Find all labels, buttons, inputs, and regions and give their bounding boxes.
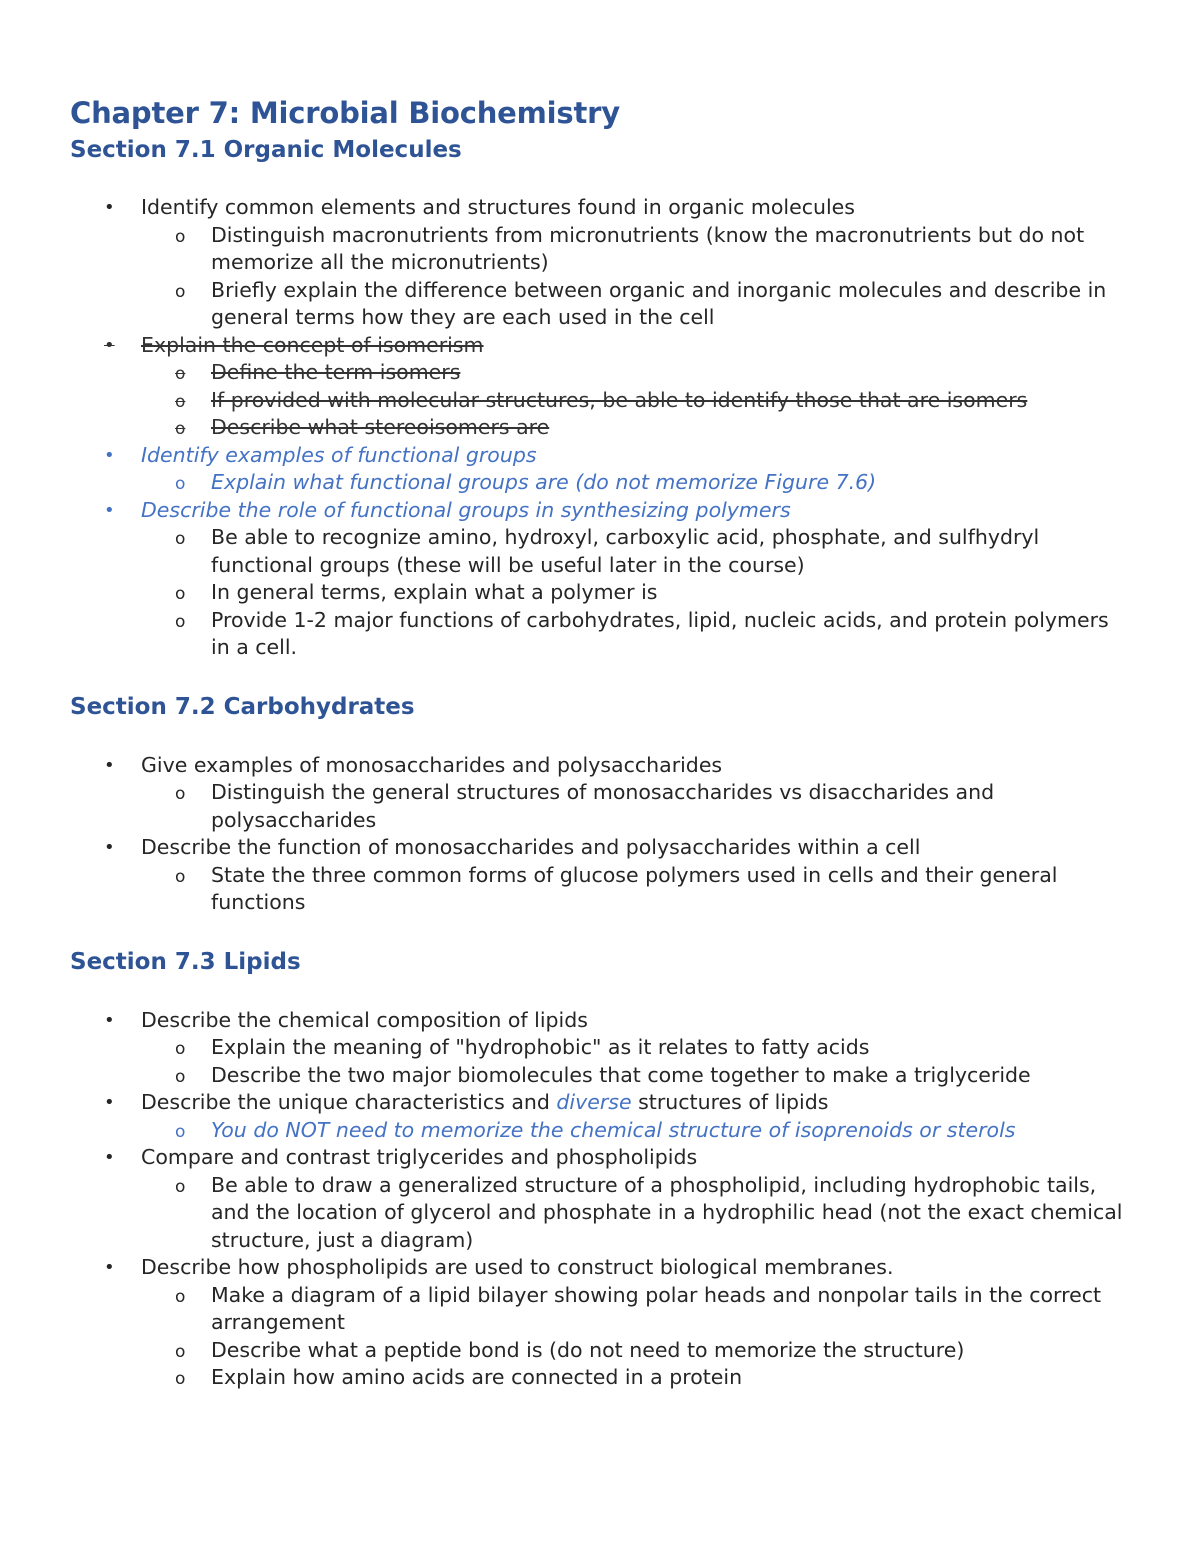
list-item <box>70 752 1130 780</box>
bullet-circle-icon: o <box>175 1039 186 1059</box>
bullet-dot-icon: • <box>104 837 115 858</box>
document-page <box>70 93 1130 1392</box>
bullet-circle-icon: o <box>175 1341 186 1362</box>
list-item-text: Identify examples of functional groups <box>141 442 537 467</box>
list-item <box>70 1007 1130 1035</box>
bullet-circle-icon: o <box>175 419 186 439</box>
bullet-circle-icon: o <box>175 281 186 302</box>
list-item <box>70 1144 1130 1172</box>
bullet-dot-icon: • <box>104 754 115 776</box>
list-item <box>70 442 1130 470</box>
list-item-text: Explain the concept of isomerism <box>141 332 484 357</box>
list-item <box>70 1282 1130 1337</box>
list-item-text: Distinguish the general structures of monosaccharides vs disaccharides and polysaccharides <box>211 780 995 832</box>
bullet-circle-icon: o <box>175 391 186 412</box>
list-item-text: Compare and contrast triglycerides and phospholipids <box>141 1145 698 1169</box>
bullet-dot-icon: • <box>104 444 115 466</box>
section-title-7-2: Section 7.2 Carbohydrates <box>70 693 415 720</box>
list-item <box>70 1337 1130 1365</box>
list-item-text: Be able to recognize amino, hydroxyl, carboxylic acid, phosphate, and sulfhydryl functional groups (these will be useful later in the course) <box>211 525 1040 577</box>
bullet-circle-icon: o <box>175 364 186 384</box>
list-item <box>70 1172 1130 1255</box>
bullet-dot-icon: • <box>104 334 115 356</box>
list-item <box>70 862 1130 917</box>
bullet-circle-icon: o <box>175 1066 186 1087</box>
bullet-dot-icon: • <box>104 1257 115 1278</box>
list-item-text: Define the term isomers <box>211 360 461 384</box>
list-item-text: Provide 1-2 major functions of carbohydrates, lipid, nucleic acids, and protein polymers in a cell. <box>211 607 1109 659</box>
list-item-text: You do NOT need to memorize the chemical structure of isoprenoids or sterols <box>211 1117 1016 1142</box>
list-item-text: Describe the function of monosaccharides and polysaccharides within a cell <box>141 835 921 859</box>
bullet-circle-icon: o <box>175 1286 186 1307</box>
list-item-text: structures of lipids <box>631 1090 829 1114</box>
section-title-7-1: Section 7.1 Organic Molecules <box>70 137 462 163</box>
list-item <box>70 1117 1130 1145</box>
list-item-text: Describe the unique characteristics and <box>141 1090 557 1114</box>
list-item-text: Describe the two major biomolecules that come together to make a triglyceride <box>211 1062 1031 1087</box>
bullet-dot-icon: • <box>104 499 115 521</box>
list-item <box>70 607 1130 662</box>
bullet-circle-icon: o <box>175 474 186 494</box>
list-item <box>70 359 1130 387</box>
list-item-text: Give examples of monosaccharides and polysaccharides <box>141 752 723 777</box>
list-item-text: In general terms, explain what a polymer is <box>211 580 658 604</box>
list-item-text: Distinguish macronutrients from micronutrients (know the macronutrients but do not memorize all the micronutrients) <box>211 222 1085 274</box>
list-item <box>70 414 1130 442</box>
list-item-text: Describe the chemical composition of lipids <box>141 1007 588 1032</box>
bullet-circle-icon: o <box>175 226 186 247</box>
list-item <box>70 497 1130 525</box>
list-item-text: Be able to draw a generalized structure of a phospholipid, including hydrophobic tails, and the location of glycerol and phosphate in a hydrophilic head (not the exact chemical structure, just a diagram) <box>211 1172 1123 1252</box>
bullet-dot-icon: • <box>104 1147 115 1168</box>
bullet-circle-icon: o <box>175 1176 186 1197</box>
list-item-text: Describe what a peptide bond is (do not need to memorize the structure) <box>211 1337 965 1362</box>
section-7-3-list <box>70 1007 1130 1392</box>
bullet-circle-icon: o <box>175 784 186 804</box>
section-title-7-3: Section 7.3 Lipids <box>70 948 301 975</box>
list-item <box>70 524 1130 579</box>
list-item-text: Make a diagram of a lipid bilayer showing polar heads and nonpolar tails in the correct arrangement <box>211 1282 1102 1334</box>
list-item-text: Describe the role of functional groups in synthesizing polymers <box>141 497 791 522</box>
bullet-circle-icon: o <box>175 1369 186 1389</box>
list-item-text: Describe what stereoisomers are <box>211 415 550 439</box>
list-item <box>70 194 1130 222</box>
chapter-title: Chapter 7: Microbial Biochemistry <box>70 96 620 130</box>
list-item <box>70 332 1130 360</box>
bullet-dot-icon: • <box>104 1009 115 1031</box>
list-item-text: Explain what functional groups are (do not memorize Figure 7.6) <box>211 470 877 494</box>
bullet-circle-icon: o <box>175 866 186 887</box>
bullet-circle-icon: o <box>175 611 186 632</box>
list-item-text: diverse <box>556 1090 632 1114</box>
list-item-text: If provided with molecular structures, be able to identify those that are isomers <box>211 387 1028 412</box>
bullet-dot-icon: • <box>104 197 115 218</box>
list-item <box>70 1254 1130 1282</box>
list-item <box>70 1089 1130 1117</box>
list-item <box>70 579 1130 607</box>
section-7-1-list <box>70 194 1130 662</box>
list-item <box>70 469 1130 497</box>
list-item-text: Describe how phospholipids are used to construct biological membranes. <box>141 1255 894 1279</box>
bullet-dot-icon: • <box>104 1092 115 1113</box>
list-item-text: Briefly explain the difference between organic and inorganic molecules and describe in general terms how they are each used in the cell <box>211 277 1107 329</box>
list-item-text: Identify common elements and structures found in organic molecules <box>141 195 855 219</box>
list-item <box>70 834 1130 862</box>
list-item-text: Explain how amino acids are connected in a protein <box>211 1365 743 1389</box>
list-item <box>70 387 1130 415</box>
list-item-text: Explain the meaning of "hydrophobic" as it relates to fatty acids <box>211 1035 870 1059</box>
list-item <box>70 222 1130 277</box>
bullet-circle-icon: o <box>175 1121 186 1142</box>
list-item <box>70 1062 1130 1090</box>
bullet-circle-icon: o <box>175 584 186 604</box>
list-item <box>70 277 1130 332</box>
list-item-text: State the three common forms of glucose polymers used in cells and their general functions <box>211 862 1058 914</box>
list-item <box>70 1364 1130 1392</box>
section-7-2-list <box>70 752 1130 917</box>
list-item <box>70 1034 1130 1062</box>
bullet-circle-icon: o <box>175 529 186 549</box>
list-item <box>70 779 1130 834</box>
